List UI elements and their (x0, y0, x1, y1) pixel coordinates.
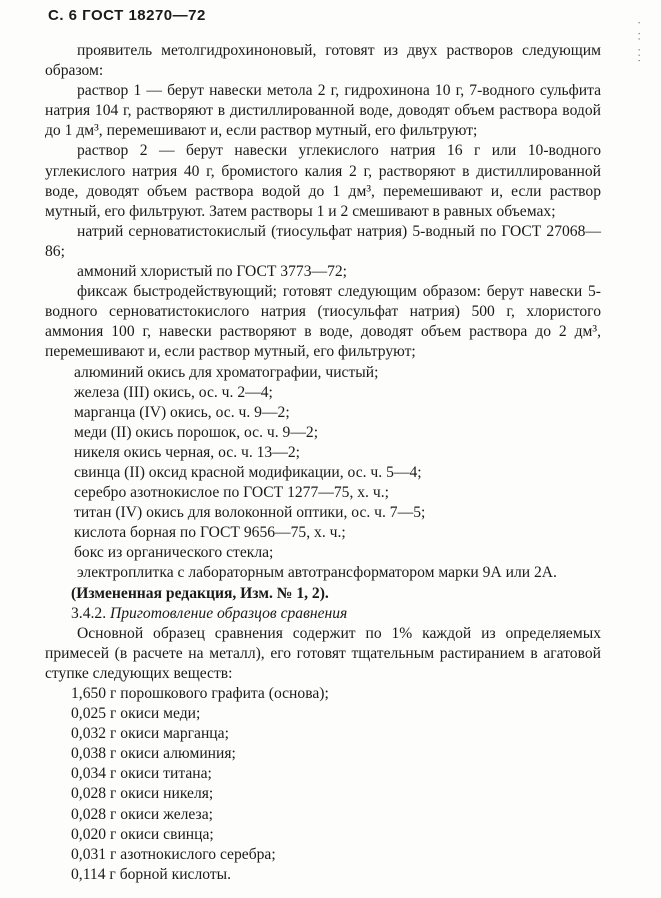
substance-line: 0,025 г окиси меди; (71, 705, 201, 723)
paragraph: электроплитка с лабораторным автотрансформатором марки 9А или 2А. (77, 564, 557, 582)
reagent-item: меди (II) окись порошок, ос. ч. 9—2; (74, 423, 319, 441)
reagent-item: серебро азотнокислое по ГОСТ 1277—75, х. ч.; (74, 484, 389, 502)
substance-line: 0,038 г окиси алюминия; (71, 745, 236, 763)
paragraph: аммоний хлористый по ГОСТ 3773—72; (77, 263, 348, 281)
margin-annotation: · ·· ··· (633, 20, 643, 64)
substance-line: 0,034 г окиси титана; (71, 765, 212, 783)
paragraph: фиксаж быстродействующий; готовят следующим образом: берут навески 5-водного серноватистокислого натрия (тиосульфат натрия) 500 г, хлористого аммония 100 г, навески растворяют в воде, доводят объем раствора до 2 дм³, перемешивают и, если раствор мутный, его фильтруют; (45, 283, 601, 361)
substance-line: 0,114 г борной кислоты. (71, 865, 232, 883)
paragraph: проявитель метолгидрохиноновый, готовят из двух растворов следующим образом: (45, 42, 601, 80)
substance-line: 0,028 г окиси железа; (71, 805, 213, 823)
substance-line: 0,032 г окиси марганца; (71, 725, 229, 743)
document-body (45, 41, 601, 885)
substance-line: 0,031 г азотнокислого серебра; (71, 845, 276, 863)
reagent-item: бокс из органического стекла; (74, 544, 274, 562)
amendment-note: (Измененная редакция, Изм. № 1, 2). (71, 584, 329, 602)
reagent-item: железа (III) окись, ос. ч. 2—4; (74, 383, 273, 401)
reagent-item: никеля окись черная, ос. ч. 13—2; (74, 443, 300, 461)
page-header: С. 6 ГОСТ 18270—72 (48, 7, 206, 24)
substance-line: 1,650 г порошкового графита (основа); (71, 685, 329, 702)
reagent-item: алюминий окись для хроматографии, чистый; (74, 363, 379, 381)
reagent-item: кислота борная по ГОСТ 9656—75, х. ч.; (74, 524, 346, 542)
section-heading (45, 604, 601, 624)
reagent-item: титан (IV) окись для волоконной оптики, ос. ч. 7—5; (74, 504, 426, 522)
paragraph: Основной образец сравнения содержит по 1% каждой из определяемых примесей (в расчете на металл), его готовят тщательным растиранием в агатовой ступке следующих веществ: (45, 624, 601, 682)
paragraph: раствор 2 — берут навески углекислого натрия 16 г или 10-водного углекислого натрия 40 г, бромистого калия 2 г, растворяют в дистиллированной воде, доводят объем раствора водой до 1 дм³, перемешивают и, если раствор мутный, его фильтруют. Затем растворы 1 и 2 смешивают в равных объемах; (45, 142, 601, 220)
section-number: 3.4.2. (71, 604, 110, 622)
paragraph: раствор 1 — берут навески метола 2 г, гидрохинона 10 г, 7-водного сульфита натрия 104 г, растворяют в дистиллированной воде, доводят объем раствора водой до 1 дм³, перемешивают и, если раствор мутный, его фильтруют; (45, 82, 601, 140)
section-title: Приготовление образцов сравнения (109, 604, 348, 622)
substance-line: 0,028 г окиси никеля; (71, 785, 214, 803)
substance-line: 0,020 г окиси свинца; (71, 825, 214, 843)
reagent-item: марганца (IV) окись, ос. ч. 9—2; (74, 403, 290, 421)
reagent-item: свинца (II) оксид красной модификации, ос. ч. 5—4; (74, 463, 422, 481)
paragraph: натрий серноватистокислый (тиосульфат натрия) 5-водный по ГОСТ 27068—86; (45, 222, 601, 260)
substance-list (45, 684, 601, 885)
